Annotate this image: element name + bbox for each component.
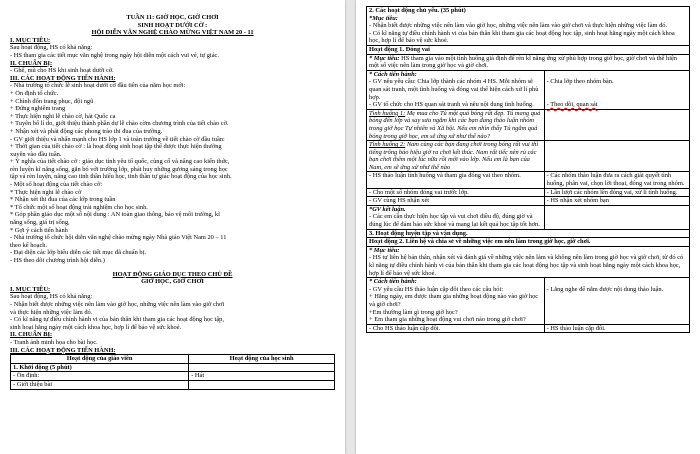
lesson-subtitle: GIỜ HỌC, GIỜ CHƠI [141,278,204,286]
page-content [10,14,335,390]
cell-text: - Chia lớp theo nhóm bàn. [546,78,614,86]
cell-text: + Hằng ngày, em được tham gia những hoạt động nào vào giờ học và giờ chơi? [369,293,539,308]
text-line: + Đứng nghiêm trang [10,105,66,113]
cell-text: - GV tổ chức cho HS quan sát tranh và nêu nội dung tình huống. [369,101,534,109]
cell-text: - Có kĩ năng tự điều chỉnh hành vi của bản thân khi tham gia các hoạt động học tập, sinh hoạt hằng ngày một cách khoa học, hợp lí để bảo vệ sức khoẻ. [369,29,675,45]
section-heading: II. CHUẨN BỊ: [10,331,53,339]
cell-label: * Cách tiến hành: [369,70,417,78]
table-row [367,238,690,247]
text-line: - Nhà trường tổ chức hội diễn văn nghệ chào mừng ngày Nhà giáo Việt Nam 20 – 11 [10,234,227,242]
text-line: * Gợi ý cách tiến hành [10,226,68,234]
cell-label: Tình huống 1: [369,109,406,117]
table-row [11,363,335,372]
table-cell [544,109,689,140]
table-cell: - Ổn định: [11,372,189,381]
text-line: + Thời gian của tiết chào cờ : là hoạt động sinh hoạt tập thể được thực hiện thường [10,143,222,151]
table-row [367,109,690,140]
table-row [367,229,690,238]
table-cell: - HS nhận xét nhóm bạn [544,197,689,206]
table-row [11,372,335,381]
cell-text: + Em tham gia những hoạt động vui chơi nào trong giờ chơi? [369,316,526,324]
text-line: * Tổ chức một số hoạt động trải nghiệm cho học sinh. [10,203,148,211]
table-row [367,45,690,54]
table-row [367,54,690,70]
text-line: * Nhận xét thi đua của các lớp trong tuần [10,196,116,204]
section-heading: I. MỤC TIÊU: [10,285,51,293]
activity-table [366,6,690,333]
text-line: * Góp phần giáo dục một số nội dung : AN toàn giao thông, bảo vệ môi trường, kĩ [10,211,220,219]
text-line: + Nhận xét và phát động các phong trào thi đua của trường. [10,127,163,135]
text-line: rèn luyện kĩ năng sống, gắn bó với trường lớp, phát huy những gương sáng trong học [10,165,228,173]
table-cell: - Hát [189,372,335,381]
text-line: + Ổn định tổ chức. [10,89,59,97]
text-line: - Có kĩ năng tự điều chỉnh hành vi của bản thân khi tham gia các hoạt động học tập, [10,316,224,324]
table-cell: - Cho HS thảo luận cặp đôi. [367,324,545,333]
text-line: Sau hoạt động, HS có khả năng: [10,44,93,52]
spacer [547,86,687,101]
document-page-right [356,0,700,454]
table-cell [367,246,690,277]
cell-text: Mẹ mua cho Tú một quả bóng rất đẹp. Tú mang quả bóng đến lớp và say sưa ngắm khi các bạn đang thảo luận nhóm trong giờ học Tự nhiên và Xã hội. Nếu em nhìn thấy Tú ngắm quả bóng trong giờ học, em sẽ ứng xử như thế nào? [369,109,541,140]
cell-text: - Theo dõi, quan sát [546,100,598,108]
text-line: - Nhận biết được những việc nên làm vào giờ học, những việc nên làm vào giờ chơi [10,300,225,308]
text-line: - Nhà trường tổ chức lễ sinh hoạt dưới cờ đầu tiên của năm học mới: [10,82,186,90]
table-cell [367,54,690,70]
text-line: - Tranh ảnh minh họa cho bài học. [10,338,98,346]
text-line: - Đại diện các lớp biểu diễn các tiết mục đã chuẩn bị. [10,249,146,257]
text-line: - GV giới thiệu và nhấn mạnh cho HS lớp 1 và toàn trường về tiết chào cờ đầu tuần: [10,135,225,143]
table-cell: - HS thảo luận tình huống và tham gia đóng vai theo nhóm. [367,172,545,188]
text-line: theo kế hoạch. [10,241,48,249]
table-cell [189,363,335,372]
cell-text: HS tham gia vào một tình huống giả định để rèn kĩ năng ứng xử phù hợp trong giờ học, giờ chơi và thể hiện một số việc nên làm trong giờ học và giờ chơi. [369,54,677,70]
cell-label: * Mục tiêu: [369,54,400,62]
table-header-teacher: Hoạt động của giáo viên [11,355,189,364]
table-cell [544,141,689,172]
spacer [547,278,687,286]
section-heading: II. CHUẨN BỊ: [10,59,53,67]
table-cell [544,70,689,109]
text-line: * Thực hiện nghi lễ chào cờ [10,188,82,196]
table-cell: Hoạt động 2. Liên hệ và chia sẻ về những việc em nên làm trong giờ học, giờ chơi. [367,238,690,247]
table-row [367,141,690,172]
cell-text: - Các em cần thực hiện học tập và vui chơi điều độ, đúng giờ và đúng lúc để đảm bảo sức khoẻ và mang lại kết quả học tập tốt hơn. [369,213,540,229]
table-row [367,278,690,325]
cell-text: - GV yêu cầu HS thảo luận cặp đôi theo các câu hỏi: [369,285,504,293]
table-row [367,188,690,197]
table-cell: - GV cùng HS nhận xét [367,197,545,206]
text-line: + Ý nghĩa của tiết chào cờ : giáo dục tình yêu tổ quốc, củng cố và nâng cao kiến thức, [10,158,230,166]
cell-text: Nam cùng các bạn đang chơi trong bóng rất vui thì tiếng trống báo hiệu giờ ra chơi kết thúc. Nam rất tiếc nên rủ các bạn chơi thêm một lúc nữa rồi mới vào lớp. Nếu em là bạn của Nam, em sẽ ứng xử như thế nào [369,141,539,171]
text-line: - Một số hoạt động của tiết chào cờ: [10,181,103,189]
table-cell: - Giới thiệu bài [11,380,189,389]
text-line: - HS theo dõi chương trình hội diễn.) [10,257,105,264]
table-cell [189,380,335,389]
text-line: và thực hiện những việc làm đó. [10,308,93,316]
cell-label: * Mục tiêu: [369,246,400,254]
spacer [547,71,687,79]
table-row [367,197,690,206]
table-cell [367,278,545,325]
cell-text: - Nhận biết được những việc nên làm vào giờ học, những việc nên làm vào giờ chơi và thực hiện những việc làm đó. [369,22,668,30]
text-line: năng sống, giá trị sống, [10,219,70,227]
cell-label: * Cách tiến hành: [369,278,417,286]
cell-text: - Lắng nghe để nắm được nội dung thảo luận. [546,285,664,293]
table-row [367,205,690,229]
cell-label: Tình huống 2: [369,141,406,149]
text-line: sinh hoạt hằng ngày một cách khoa học, hợp lí để bảo vệ sức khoẻ. [10,323,182,331]
week-title: TUẦN 11: GIỜ HỌC, GIỜ CHƠI [126,14,219,21]
cell-label: *GV kết luận. [369,205,406,213]
table-cell [367,7,690,46]
section-heading: III. CÁC HOẠT ĐỘNG TIẾN HÀNH: [10,346,116,354]
table-cell [367,205,545,229]
table-row [367,70,690,109]
text-line: Sau hoạt động, HS có khả năng: [10,293,93,301]
table-cell [367,141,545,172]
table-header-row [11,355,335,364]
table-cell: - Các nhóm thảo luận đưa ra cách giải quyết tình huống, phân vai, chọn lời thoại, đóng vai trong nhóm. [544,172,689,188]
section-heading: I. MỤC TIÊU: [10,36,51,44]
text-line: + Thực hiện nghi lễ chào cờ, hát Quốc ca [10,112,116,120]
table-cell [367,109,545,140]
table-cell [544,278,689,325]
text-line: - Ghế, mũ cho HS khi sinh hoạt dưới cờ. [10,67,114,75]
event-title: HỘI DIỄN VĂN NGHỆ CHÀO MỪNG VIỆT NAM 20 - 11 [91,29,254,37]
table-cell: - Cho một số nhóm đóng vai trước lớp. [367,188,545,197]
table-cell [544,205,689,229]
text-line: tập và rèn luyện, nâng cao tinh thần hiếu học, tinh thần tự giác hoạt động của học sinh. [10,173,232,181]
table-row [367,246,690,277]
text-line: xuyên vào đầu tuần. [10,150,62,158]
table-cell [367,70,545,109]
table-cell: - HS thảo luận cặp đôi. [544,324,689,333]
activity-lines [10,82,335,264]
cell-text: - GV nêu yêu cầu: Chia lớp thành các nhóm 4 HS. Mỗi nhóm sẽ quan sát tranh, một tình huống và đóng vai thể hiện cách xử lí phù hợp. [369,78,539,101]
cell-heading: 2. Các hoạt động chủ yếu. (35 phút) [369,7,466,14]
table-row [11,380,335,389]
lesson-table [10,354,335,389]
table-cell: - Lần lượt các nhóm lên đóng vai, xử lí tình huống. [544,188,689,197]
lesson-title: HOẠT ĐỘNG GIÁO DỤC THEO CHỦ ĐỀ [112,270,233,278]
table-row [367,7,690,46]
text-line: + Tuyên bố lí do, giới thiệu thành phần dự lễ chào cờm chương trình của tiết chào cờ. [10,120,229,128]
cell-label: *Mục tiêu: [369,14,398,22]
page-content [366,6,690,333]
table-row [367,324,690,333]
table-cell: 3. Hoạt động luyện tập và vận dụng. [367,229,690,238]
document-page-left [0,0,345,454]
text-line: - HS tham gia các tiết mục văn nghệ trong ngày hội diễn một cách vui vẻ, tự giác. [10,51,219,59]
cell-text: - HS tự liên hệ bản thân, nhận xét và đánh giá về những việc nên làm và không nên làm trong giờ học và giờ chơi, từ đó có kĩ năng tự điều chỉnh hành vi của bản thân khi tham gia các hoạt động học tập và sinh hoạt hằng ngày một cách khoa học, hợp lí để bảo vệ sức khoẻ. [369,254,684,277]
section-heading: III. CÁC HOẠT ĐỘNG TIẾN HÀNH: [10,74,116,82]
text-line: + Chỉnh đốn trang phục, đội ngũ [10,97,94,105]
table-header-student: Hoạt động của học sinh [189,355,335,364]
table-cell: 1. Khởi động (5 phút) [11,363,189,372]
table-row [367,172,690,188]
table-cell: Hoạt động 1. Đóng vai [367,45,690,54]
subtitle: SINH HOẠT DƯỚI CỜ : [137,21,208,29]
cell-text: +Em thường làm gì trong giờ học? [369,308,458,316]
